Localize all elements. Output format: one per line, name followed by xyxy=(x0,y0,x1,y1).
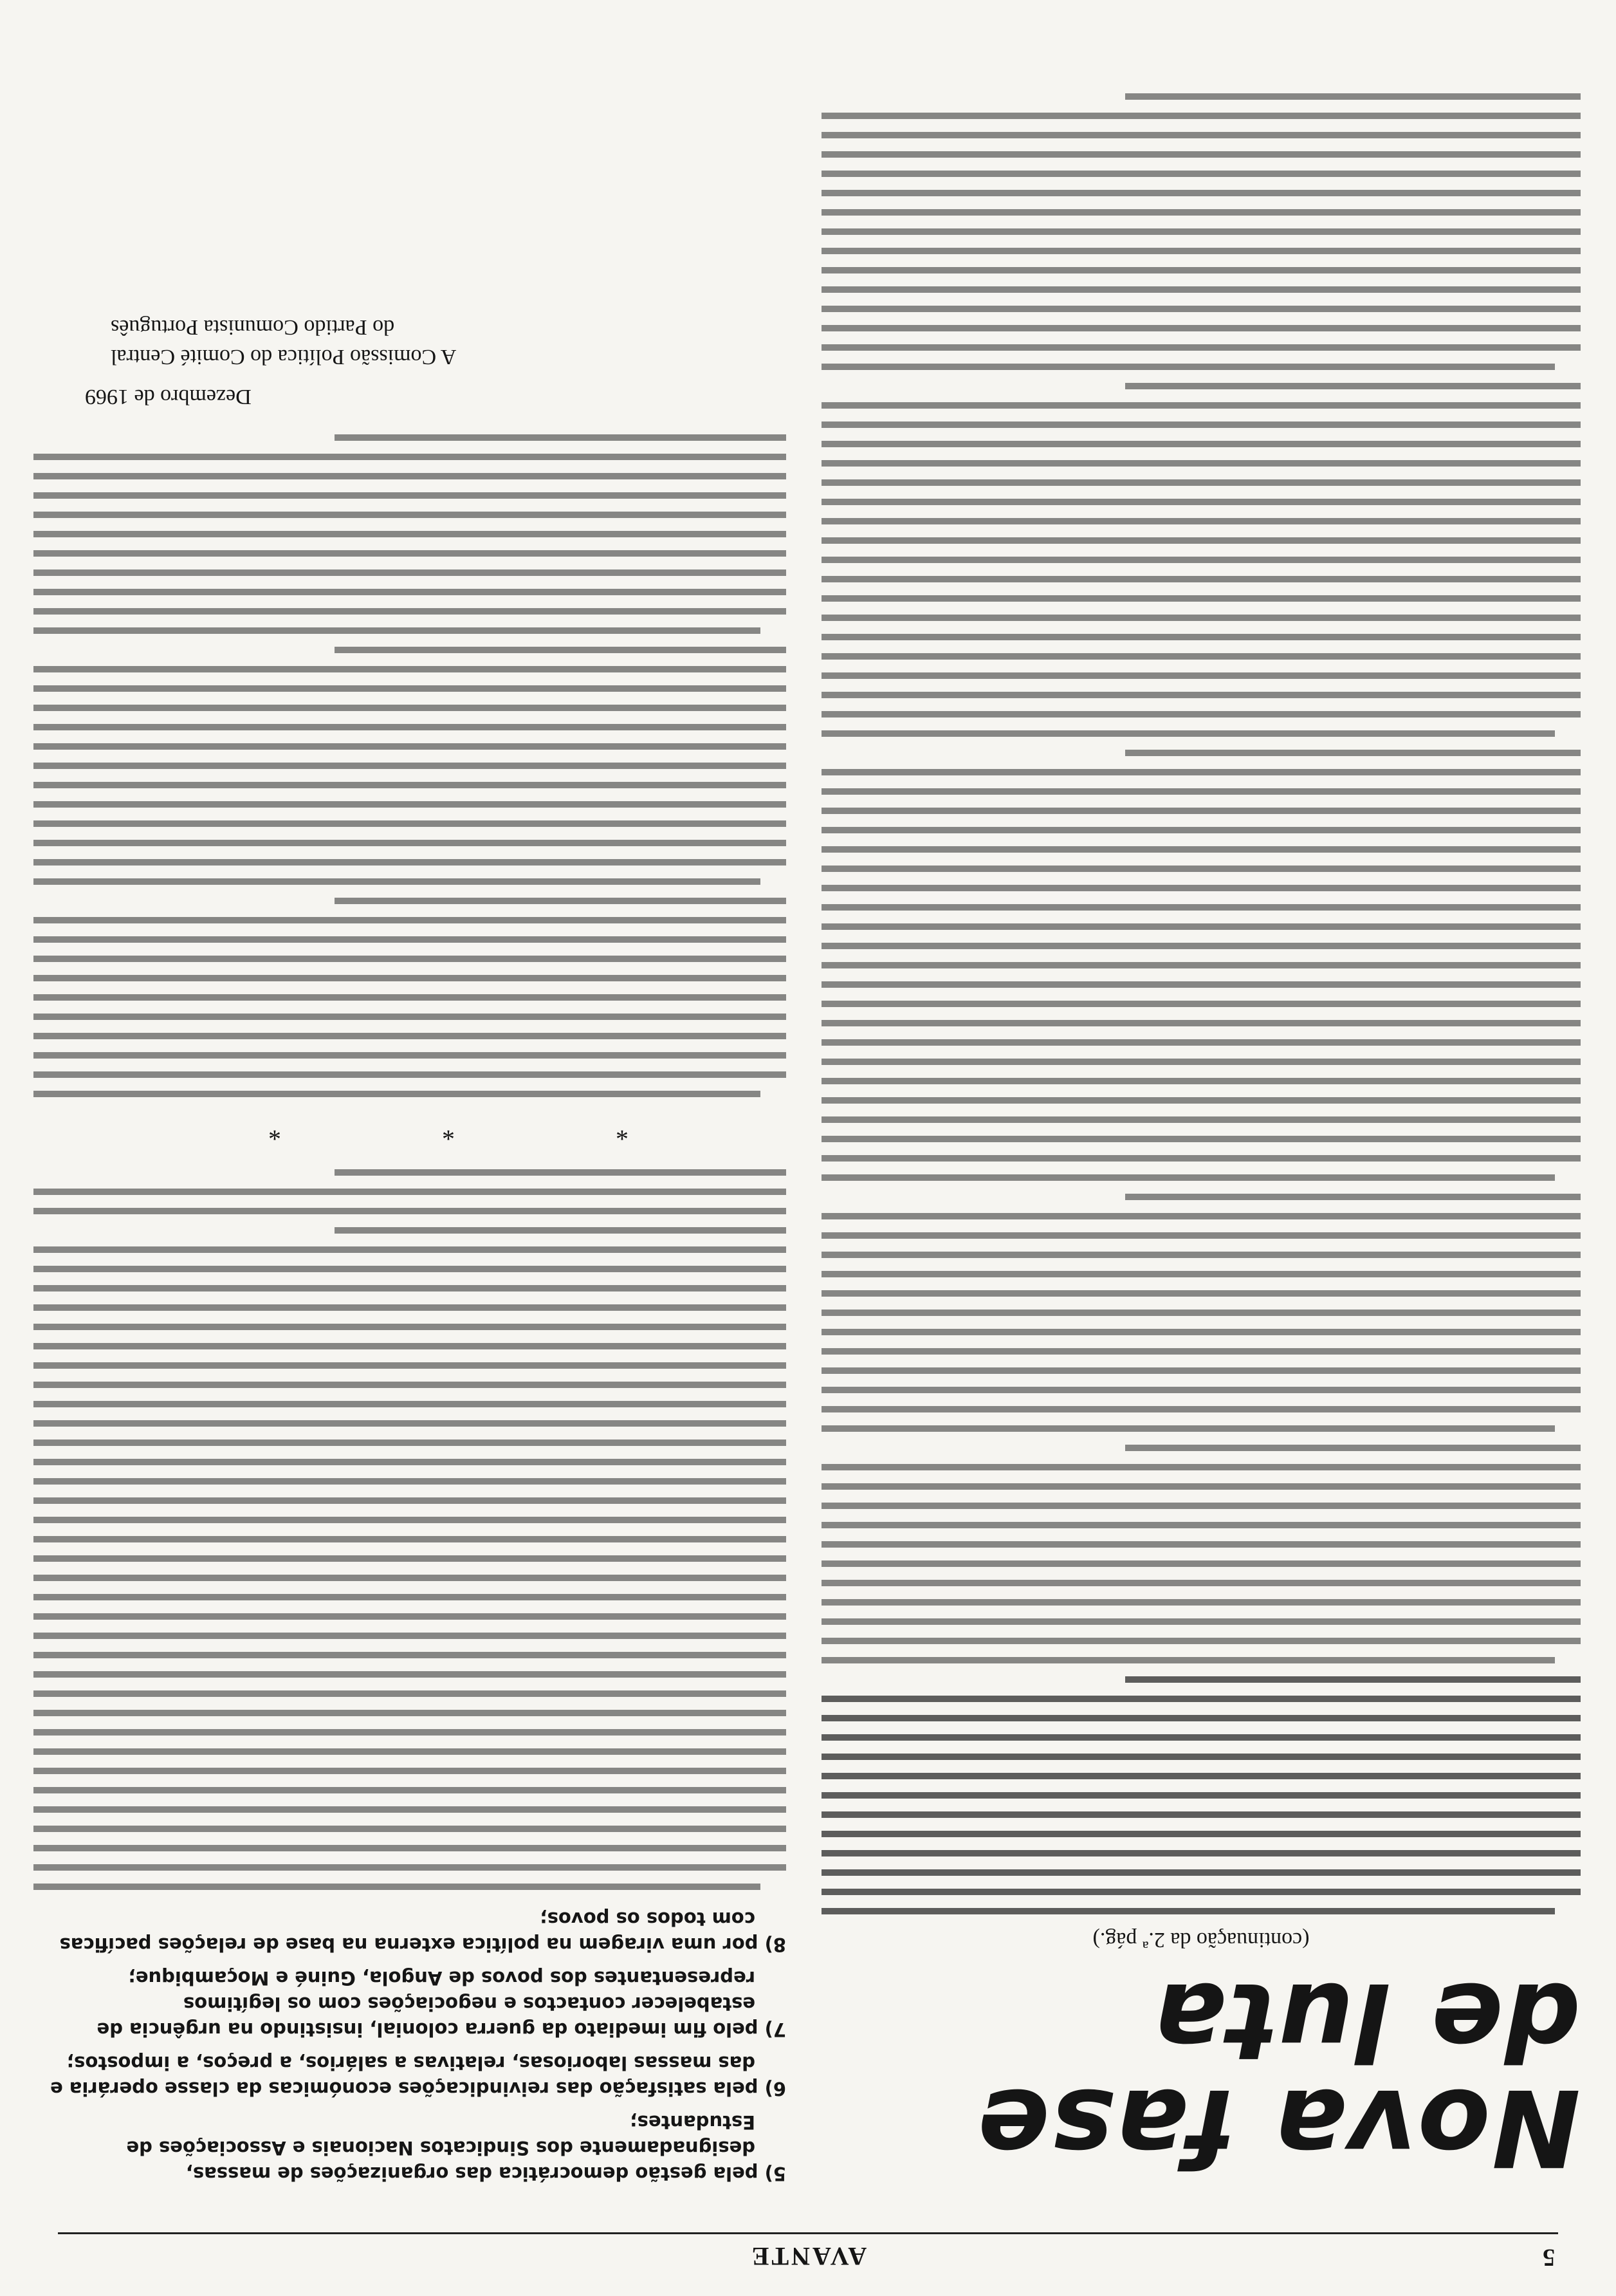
paragraph-text xyxy=(33,1227,786,1890)
page-number: 5 xyxy=(1543,2244,1555,2271)
article-date: Dezembro de 1969 xyxy=(85,384,252,409)
section-separator: * * * xyxy=(191,1116,629,1146)
newspaper-name: AVANTE xyxy=(749,2242,867,2271)
paragraph-text xyxy=(822,1194,1581,1432)
paragraph-text xyxy=(33,1169,786,1214)
paragraph-text xyxy=(33,898,786,1097)
paragraph-text xyxy=(822,1445,1581,1663)
paragraph-text xyxy=(33,434,786,634)
signature xyxy=(111,312,786,371)
list-item: 7) pelo fim imediato da guerra colonial, insistindo na urgência de estabelecer contactos e negociações com os legítimos representantes dos povos de Angola, Guiné e Moçambique; xyxy=(96,1967,786,2041)
paragraph-text xyxy=(822,93,1581,370)
signature-line: A Comissão Política do Comité Central xyxy=(111,344,457,369)
list-item: 8) por uma viragem na política externa na base de relações pacíficas com todos os povos; xyxy=(59,1907,786,1956)
list-item: 6) pela satisfação das reivindicações económicas da classe operária e das massas laboriosas, relativas a salários, a preços, a impostos; xyxy=(50,2051,786,2100)
continuation-note: (continuação da 2.ª pág.) xyxy=(1092,1928,1310,1952)
article-nova-fase xyxy=(822,26,1581,2212)
article-objectivos xyxy=(33,26,786,2212)
paragraph-text xyxy=(822,750,1581,1181)
list-item: 5) pela gestão democrática das organizações de massas, designadamente dos Sindicatos Nacionais e Associações de Estudantes; xyxy=(126,2111,786,2185)
paragraph-text xyxy=(822,1676,1581,1914)
header-rule xyxy=(58,2232,1558,2234)
paragraph-text xyxy=(33,647,786,885)
article-title: Nova fase de luta xyxy=(976,1959,1581,2189)
paragraph-text xyxy=(822,383,1581,737)
signature-line: do Partido Comunista Português xyxy=(111,315,395,339)
page-header xyxy=(0,2225,1616,2277)
